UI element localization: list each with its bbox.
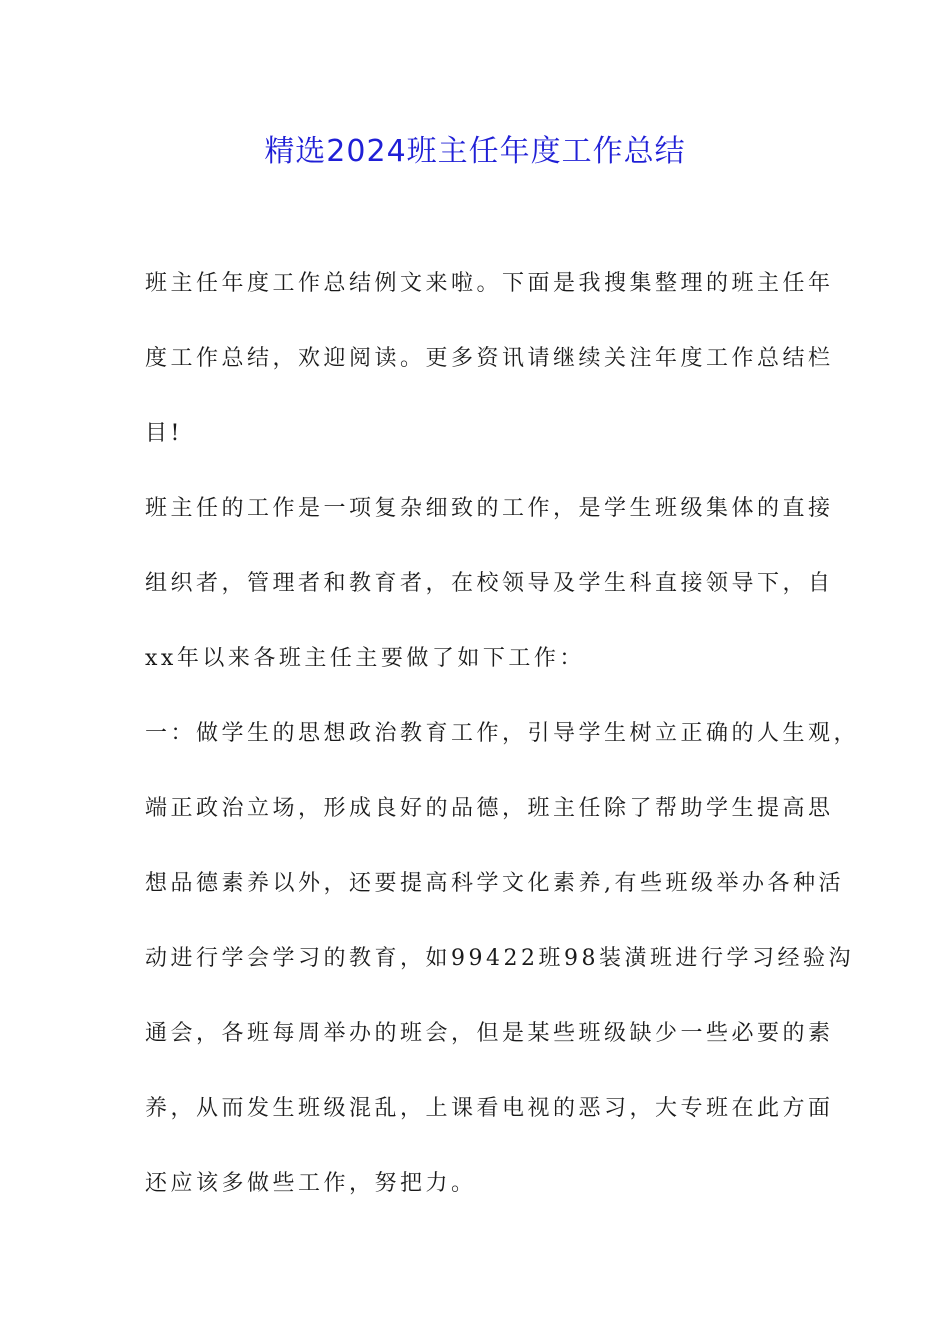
paragraph-line: 养，从而发生班级混乱，上课看电视的恶习，大专班在此方面 (145, 1096, 834, 1121)
paragraph-line: 还应该多做些工作，努把力。 (145, 1171, 477, 1196)
paragraph-line: 组织者，管理者和教育者，在校领导及学生科直接领导下，自 (145, 571, 834, 596)
paragraph-line: 班主任年度工作总结例文来啦。下面是我搜集整理的班主任年 (145, 271, 834, 296)
paragraph-line: 想品德素养以外，还要提高科学文化素养,有些班级举办各种活 (145, 871, 844, 896)
paragraph-line: 通会，各班每周举办的班会，但是某些班级缺少一些必要的素 (145, 1021, 834, 1046)
paragraph-line: 目! (145, 421, 183, 446)
paragraph-line: 一：做学生的思想政治教育工作，引导学生树立正确的人生观， (145, 721, 860, 746)
document-title: 精选2024班主任年度工作总结 (264, 134, 686, 169)
paragraph-line: 动进行学会学习的教育，如99422班98装潢班进行学习经验沟 (145, 946, 854, 971)
paragraph-line: xx年以来各班主任主要做了如下工作： (145, 646, 585, 671)
paragraph-line: 班主任的工作是一项复杂细致的工作，是学生班级集体的直接 (145, 496, 834, 521)
paragraph-line: 端正政治立场，形成良好的品德，班主任除了帮助学生提高思 (145, 796, 834, 821)
paragraph-line: 度工作总结，欢迎阅读。更多资讯请继续关注年度工作总结栏 (145, 346, 834, 371)
